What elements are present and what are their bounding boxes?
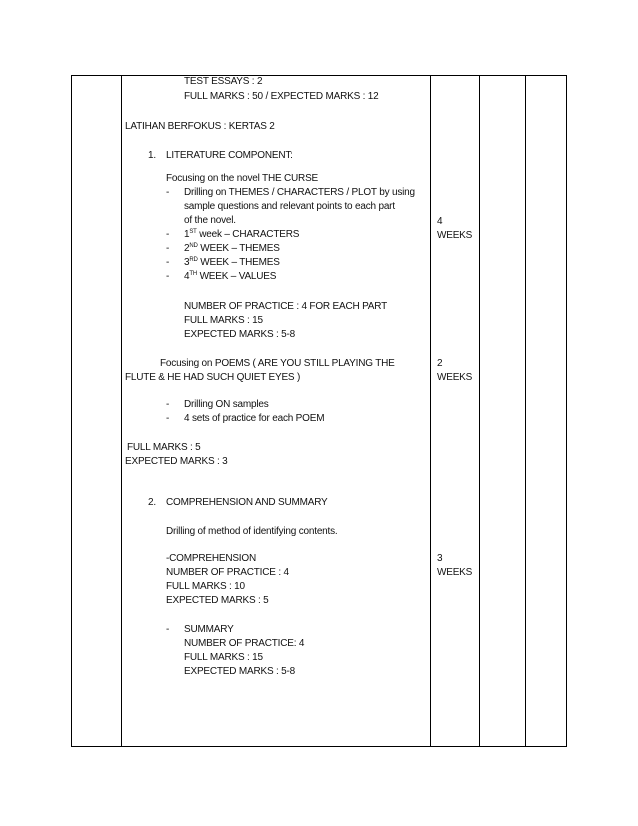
comprehension-expected-marks: EXPECTED MARKS : 5 (166, 595, 269, 606)
comprehension-heading: COMPREHENSION AND SUMMARY (166, 497, 328, 508)
column-divider-1 (121, 75, 122, 747)
novel-drill-line: sample questions and relevant points to each part (184, 201, 395, 212)
duration-unit: WEEKS (437, 372, 473, 383)
poems-focus-text: FLUTE & HE HAD SUCH QUIET EYES ) (125, 372, 301, 383)
comprehension-drill-text: Drilling of method of identifying contents. (166, 526, 338, 537)
table-border-left (71, 75, 72, 747)
duration-number: 4 (437, 216, 443, 227)
poem-expected-marks: EXPECTED MARKS : 3 (125, 456, 228, 467)
table-border-bottom (71, 746, 567, 747)
column-divider-2 (430, 75, 431, 747)
table-border-right (566, 75, 567, 747)
summary-full-marks: FULL MARKS : 15 (184, 652, 263, 663)
bullet-dash: - (166, 413, 170, 424)
week-item: 1ST week – CHARACTERS (184, 229, 300, 240)
comprehension-number: 2. (148, 497, 156, 508)
bullet-dash: - (166, 624, 170, 635)
summary-expected-marks: EXPECTED MARKS : 5-8 (184, 666, 296, 677)
novel-practice-text: NUMBER OF PRACTICE : 4 FOR EACH PART (184, 301, 388, 312)
novel-focus-text: Focusing on the novel THE CURSE (166, 173, 319, 184)
poem-item: Drilling ON samples (184, 399, 269, 410)
novel-expected-marks: EXPECTED MARKS : 5-8 (184, 329, 296, 340)
bullet-dash: - (166, 399, 170, 410)
comprehension-label: -COMPREHENSION (166, 553, 256, 564)
literature-heading: LITERATURE COMPONENT: (166, 150, 293, 161)
full-marks-expected-text: FULL MARKS : 50 / EXPECTED MARKS : 12 (184, 91, 379, 102)
poem-item: 4 sets of practice for each POEM (184, 413, 325, 424)
poems-focus-text: Focusing on POEMS ( ARE YOU STILL PLAYING THE (160, 358, 395, 369)
week-item: 4TH WEEK – VALUES (184, 271, 277, 282)
bullet-dash: - (166, 243, 170, 254)
column-divider-3 (479, 75, 480, 747)
poem-full-marks: FULL MARKS : 5 (127, 442, 201, 453)
comprehension-practice: NUMBER OF PRACTICE : 4 (166, 567, 289, 578)
summary-label: SUMMARY (184, 624, 234, 635)
bullet-dash: - (166, 271, 170, 282)
week-item: 3RD WEEK – THEMES (184, 257, 280, 268)
bullet-dash: - (166, 229, 170, 240)
novel-drill-line: of the novel. (184, 215, 236, 226)
week-item: 2ND WEEK – THEMES (184, 243, 280, 254)
duration-unit: WEEKS (437, 567, 473, 578)
duration-unit: WEEKS (437, 230, 473, 241)
duration-number: 3 (437, 553, 443, 564)
summary-practice: NUMBER OF PRACTICE: 4 (184, 638, 305, 649)
literature-number: 1. (148, 150, 156, 161)
novel-full-marks: FULL MARKS : 15 (184, 315, 263, 326)
latihan-heading: LATIHAN BERFOKUS : KERTAS 2 (125, 121, 275, 132)
test-essays-text: TEST ESSAYS : 2 (184, 76, 263, 87)
bullet-dash: - (166, 187, 170, 198)
duration-number: 2 (437, 358, 443, 369)
novel-drill-line: Drilling on THEMES / CHARACTERS / PLOT by using (184, 187, 415, 198)
column-divider-4 (525, 75, 526, 747)
comprehension-full-marks: FULL MARKS : 10 (166, 581, 245, 592)
bullet-dash: - (166, 257, 170, 268)
table-border-top (71, 75, 567, 76)
